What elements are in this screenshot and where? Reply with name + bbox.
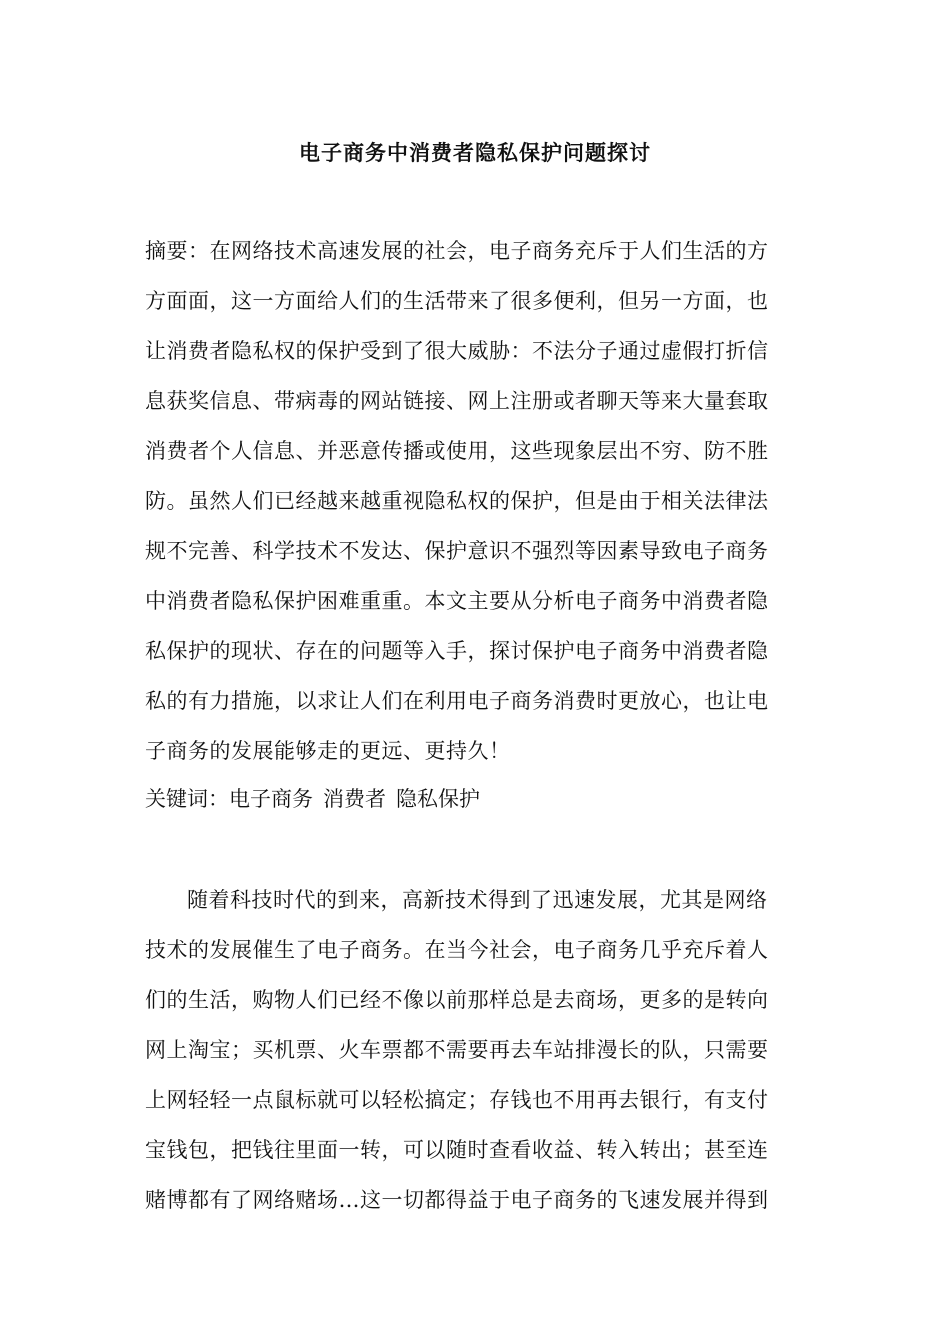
body-line: 赌博都有了网络赌场…这一切都得益于电子商务的飞速发展并得到 — [145, 1188, 769, 1212]
abstract-line: 规不完善、科学技术不发达、保护意识不强烈等因素导致电子商务 — [145, 539, 769, 563]
abstract-line: 中消费者隐私保护困难重重。本文主要从分析电子商务中消费者隐 — [145, 589, 769, 613]
keywords-label: 关键词： — [145, 787, 229, 811]
abstract-line: 消费者个人信息、并恶意传播或使用，这些现象层出不穷、防不胜 — [145, 439, 769, 463]
abstract-line: 子商务的发展能够走的更远、更持久！ — [145, 739, 511, 763]
abstract-line: 私保护的现状、存在的问题等入手，探讨保护电子商务中消费者隐 — [145, 639, 769, 663]
abstract-line: 私的有力措施，以求让人们在利用电子商务消费时更放心，也让电 — [145, 689, 769, 713]
abstract-line: 息获奖信息、带病毒的网站链接、网上注册或者聊天等来大量套取 — [145, 389, 769, 413]
abstract-line: 防。虽然人们已经越来越重视隐私权的保护，但是由于相关法律法 — [145, 489, 769, 513]
keyword: 消费者 — [323, 787, 386, 811]
keyword: 电子商务 — [229, 787, 313, 811]
abstract-line: 让消费者隐私权的保护受到了很大威胁：不法分子通过虚假打折信 — [145, 339, 769, 363]
body-line: 宝钱包，把钱往里面一转，可以随时查看收益、转入转出；甚至连 — [145, 1138, 769, 1162]
abstract-section — [145, 234, 810, 784]
body-section — [145, 883, 810, 1233]
abstract-line: 方面面，这一方面给人们的生活带来了很多便利，但另一方面，也 — [145, 289, 769, 313]
body-line: 随着科技时代的到来，高新技术得到了迅速发展，尤其是网络 — [187, 888, 768, 912]
keywords-line — [145, 785, 810, 813]
body-line: 上网轻轻一点鼠标就可以轻松搞定；存钱也不用再去银行，有支付 — [145, 1088, 769, 1112]
keyword: 隐私保护 — [396, 787, 480, 811]
body-line: 们的生活，购物人们已经不像以前那样总是去商场，更多的是转向 — [145, 988, 769, 1012]
body-line: 网上淘宝；买机票、火车票都不需要再去车站排漫长的队，只需要 — [145, 1038, 769, 1062]
abstract-line: 摘要：在网络技术高速发展的社会，电子商务充斥于人们生活的方 — [145, 239, 769, 263]
page-title: 电子商务中消费者隐私保护问题探讨 — [299, 141, 651, 165]
body-line: 技术的发展催生了电子商务。在当今社会，电子商务几乎充斥着人 — [145, 938, 769, 962]
